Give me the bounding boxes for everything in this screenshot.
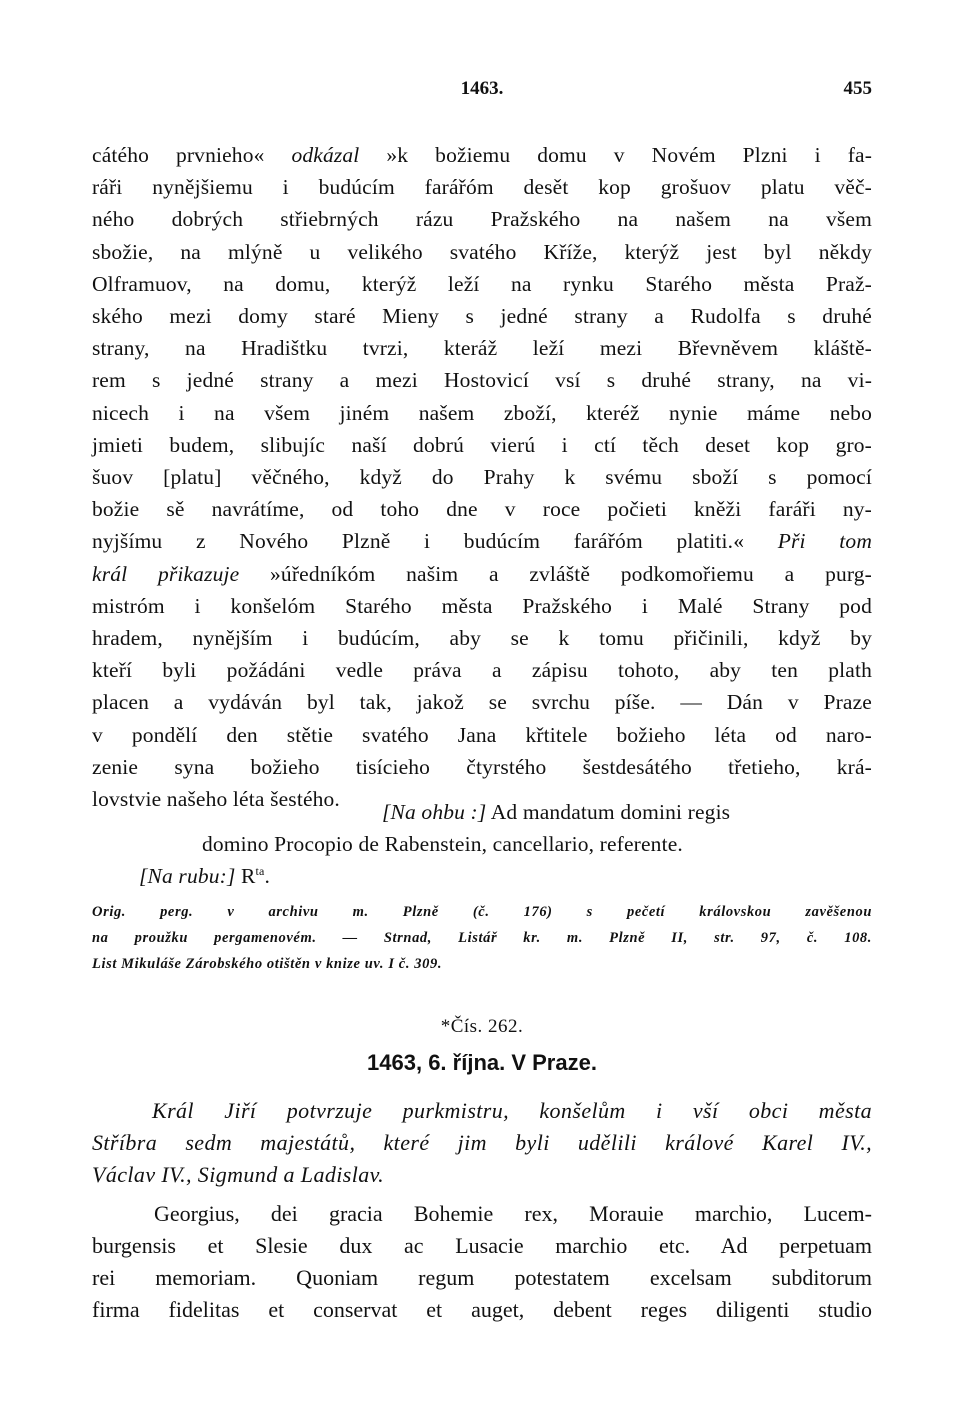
regest-line: Stříbra sedm majestátů, které jim byli udělili králové Karel IV.,	[92, 1130, 872, 1155]
body-line: nicech i na všem jiném našem zboží, kteréž nynie máme nebo	[92, 401, 872, 425]
regest-line: Král Jiří potvrzuje purkmistru, konšelům i vší obci města	[152, 1098, 872, 1123]
na-ohbu-text: Ad mandatum domini regis	[490, 800, 731, 824]
source-note-line: Orig. perg. v archivu m. Plzně (č. 176) s pečetí královskou zavěšenou	[92, 904, 872, 920]
na-rubu-dot: .	[264, 864, 271, 888]
source-note-line: List Mikuláše Zárobského otištěn v knize uv. I č. 309.	[92, 956, 443, 972]
body-line: rem s jedné strany a mezi Hostovicí vsí s druhé strany, na vi-	[92, 368, 872, 392]
italic-phrase: král přikazuje	[92, 562, 240, 586]
na-ohbu-label: [Na ohbu :]	[382, 800, 487, 824]
body-line: placen a vydáván byl tak, jakož se svrchu píše. — Dán v Praze	[92, 690, 872, 714]
body-line: cátého prvnieho« odkázal »k božiemu domu v Novém Plzni i fa-	[92, 143, 873, 167]
body-line: ského mezi domy staré Mieny s jedné strany a Rudolfa s druhé	[92, 304, 872, 328]
body-line: mistróm i konšelóm Starého města Pražského i Malé Strany pod	[92, 594, 872, 618]
body-line: král přikazuje »úředníkóm našim a zvláště podkomořiemu a purg-	[92, 562, 872, 586]
body-line: sbožie, na mlýně u velikého svatého Kříže, kterýž jest byl někdy	[92, 240, 872, 264]
body-line: nyjšímu z Nového Plzně i budúcím farářóm platiti.« Při tom	[92, 529, 872, 553]
body-line: Olframuov, na domu, kterýž leží na rynku Starého města Praž-	[92, 272, 872, 296]
page-header	[92, 78, 872, 108]
body-line: jmieti budem, slibujíc naší dobrú vierú i ctí těch deset kop gro-	[92, 433, 872, 457]
body-line: ráři nynějšiemu i budúcím farářóm desět kop grošuov platu věč-	[92, 175, 872, 199]
page-number: 455	[843, 78, 872, 99]
latin-text-line: firma fidelitas et conservat et auget, debent reges diligenti studio	[92, 1297, 872, 1322]
latin-text-line: Georgius, dei gracia Bohemie rex, Morauie marchio, Lucem-	[154, 1201, 872, 1226]
body-line: šuov [platu] věčného, když do Prahy k svému sboží s pomocí	[92, 465, 872, 489]
referent-line: domino Procopio de Rabenstein, cancellario, referente.	[202, 832, 683, 856]
na-rubu-r: R	[241, 864, 256, 888]
source-note-line: na proužku pergamenovém. — Strnad, Listář kr. m. Plzně II, str. 97, č. 108.	[92, 930, 872, 946]
document-date-heading: 1463, 6. října. V Praze.	[367, 1050, 597, 1075]
body-line: strany, na Hradištku tvrzi, kteráž leží mezi Břevněvem kláště-	[92, 336, 872, 360]
italic-phrase: odkázal	[291, 143, 360, 167]
latin-text-line: burgensis et Slesie dux ac Lusacie marchio etc. Ad perpetuam	[92, 1233, 872, 1258]
body-line: v pondělí den stětie svatého Jana křtitele božieho léta od naro-	[92, 723, 872, 747]
body-line: hradem, nynějším i budúcím, aby se k tomu přičinili, když by	[92, 626, 872, 650]
italic-phrase: Při tom	[777, 529, 872, 553]
body-line: lovstvie našeho léta šestého.	[92, 787, 340, 811]
body-line: zenie syna božieho tisícieho čtyrstého šestdesátého třetieho, krá-	[92, 755, 872, 779]
body-line: kteří byli požádáni vedle práva a zápisu tohoto, aby ten plath	[92, 658, 872, 682]
na-rubu-sup: ta	[255, 863, 265, 878]
document-number: *Čís. 262.	[440, 1016, 524, 1037]
na-rubu-label: [Na rubu:]	[139, 864, 236, 888]
regest-line: Václav IV., Sigmund a Ladislav.	[92, 1162, 385, 1187]
running-year: 1463.	[460, 78, 504, 99]
body-line: božie sě navrátíme, od toho dne v roce počieti kněži faráři ny-	[92, 497, 872, 521]
body-line: ného dobrých střiebrných rázu Pražského na našem na všem	[92, 207, 872, 231]
latin-text-line: rei memoriam. Quoniam regum potestatem excelsam subditorum	[92, 1265, 872, 1290]
